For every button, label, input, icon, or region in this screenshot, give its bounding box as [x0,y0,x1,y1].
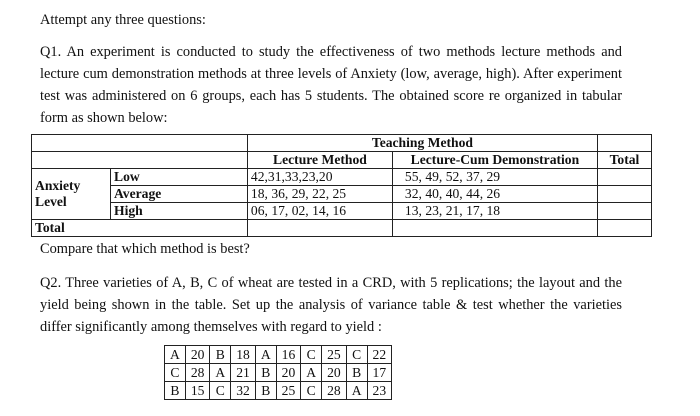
row-label-average: Average [111,186,248,203]
layout-cell: 25 [276,382,301,400]
layout-cell: B [210,346,231,364]
crd-layout-table [164,345,392,400]
layout-cell: A [165,346,186,364]
layout-cell: A [301,364,322,382]
cell-low-lecture: 42,31,33,23,20 [247,169,392,186]
total-lecture [247,220,392,237]
cell-average-demo: 32, 40, 40, 44, 26 [392,186,597,203]
cell-high-lecture: 06, 17, 02, 14, 16 [247,203,392,220]
layout-cell: 25 [322,346,347,364]
anxiety-level-label: Anxiety Level [32,169,111,220]
lecture-method-header: Lecture Method [247,152,392,169]
cell-average-lecture: 18, 36, 29, 22, 25 [247,186,392,203]
layout-cell: 22 [367,346,392,364]
total-demo [392,220,597,237]
layout-cell: 28 [185,364,210,382]
layout-cell: C [165,364,186,382]
layout-cell: 20 [276,364,301,382]
instruction: Attempt any three questions: [40,12,206,28]
cell-high-total [597,203,651,220]
layout-cell: A [346,382,367,400]
layout-cell: 16 [276,346,301,364]
q1-question: Compare that which method is best? [40,241,250,257]
layout-cell: 18 [231,346,256,364]
cell-high-demo: 13, 23, 21, 17, 18 [392,203,597,220]
layout-cell: C [346,346,367,364]
layout-cell: B [346,364,367,382]
total-total [597,220,651,237]
layout-cell: A [210,364,231,382]
layout-cell: A [255,346,276,364]
layout-cell: 17 [367,364,392,382]
total-row-label: Total [32,220,248,237]
teaching-method-table [31,134,652,237]
layout-cell: B [255,364,276,382]
layout-cell: 20 [322,364,347,382]
layout-cell: C [210,382,231,400]
q2-text: Q2. Three varieties of A, B, C of wheat are tested in a CRD, with 5 replications; the layout and the yield being shown in the table. Set up the analysis of variance table & test whether the varieties differ significantly among themselves with regard to yield : [40,275,622,335]
layout-cell: B [255,382,276,400]
layout-cell: C [301,346,322,364]
row-label-high: High [111,203,248,220]
teaching-method-header: Teaching Method [247,135,597,152]
lecture-cum-demo-header: Lecture-Cum Demonstration [392,152,597,169]
layout-cell: C [301,382,322,400]
layout-cell: 23 [367,382,392,400]
total-header: Total [597,152,651,169]
layout-cell: 21 [231,364,256,382]
row-label-low: Low [111,169,248,186]
q1-text: Q1. An experiment is conducted to study the effectiveness of two methods lecture methods and lecture cum demonstration methods at three levels of Anxiety (low, average, high). After experiment test was administered on 6 groups, each has 5 students. The obtained score re organized in tabular form as shown below: [40,44,622,126]
cell-average-total [597,186,651,203]
layout-cell: 15 [185,382,210,400]
layout-cell: B [165,382,186,400]
layout-cell: 28 [322,382,347,400]
layout-cell: 32 [231,382,256,400]
cell-low-total [597,169,651,186]
cell-low-demo: 55, 49, 52, 37, 29 [392,169,597,186]
layout-cell: 20 [185,346,210,364]
